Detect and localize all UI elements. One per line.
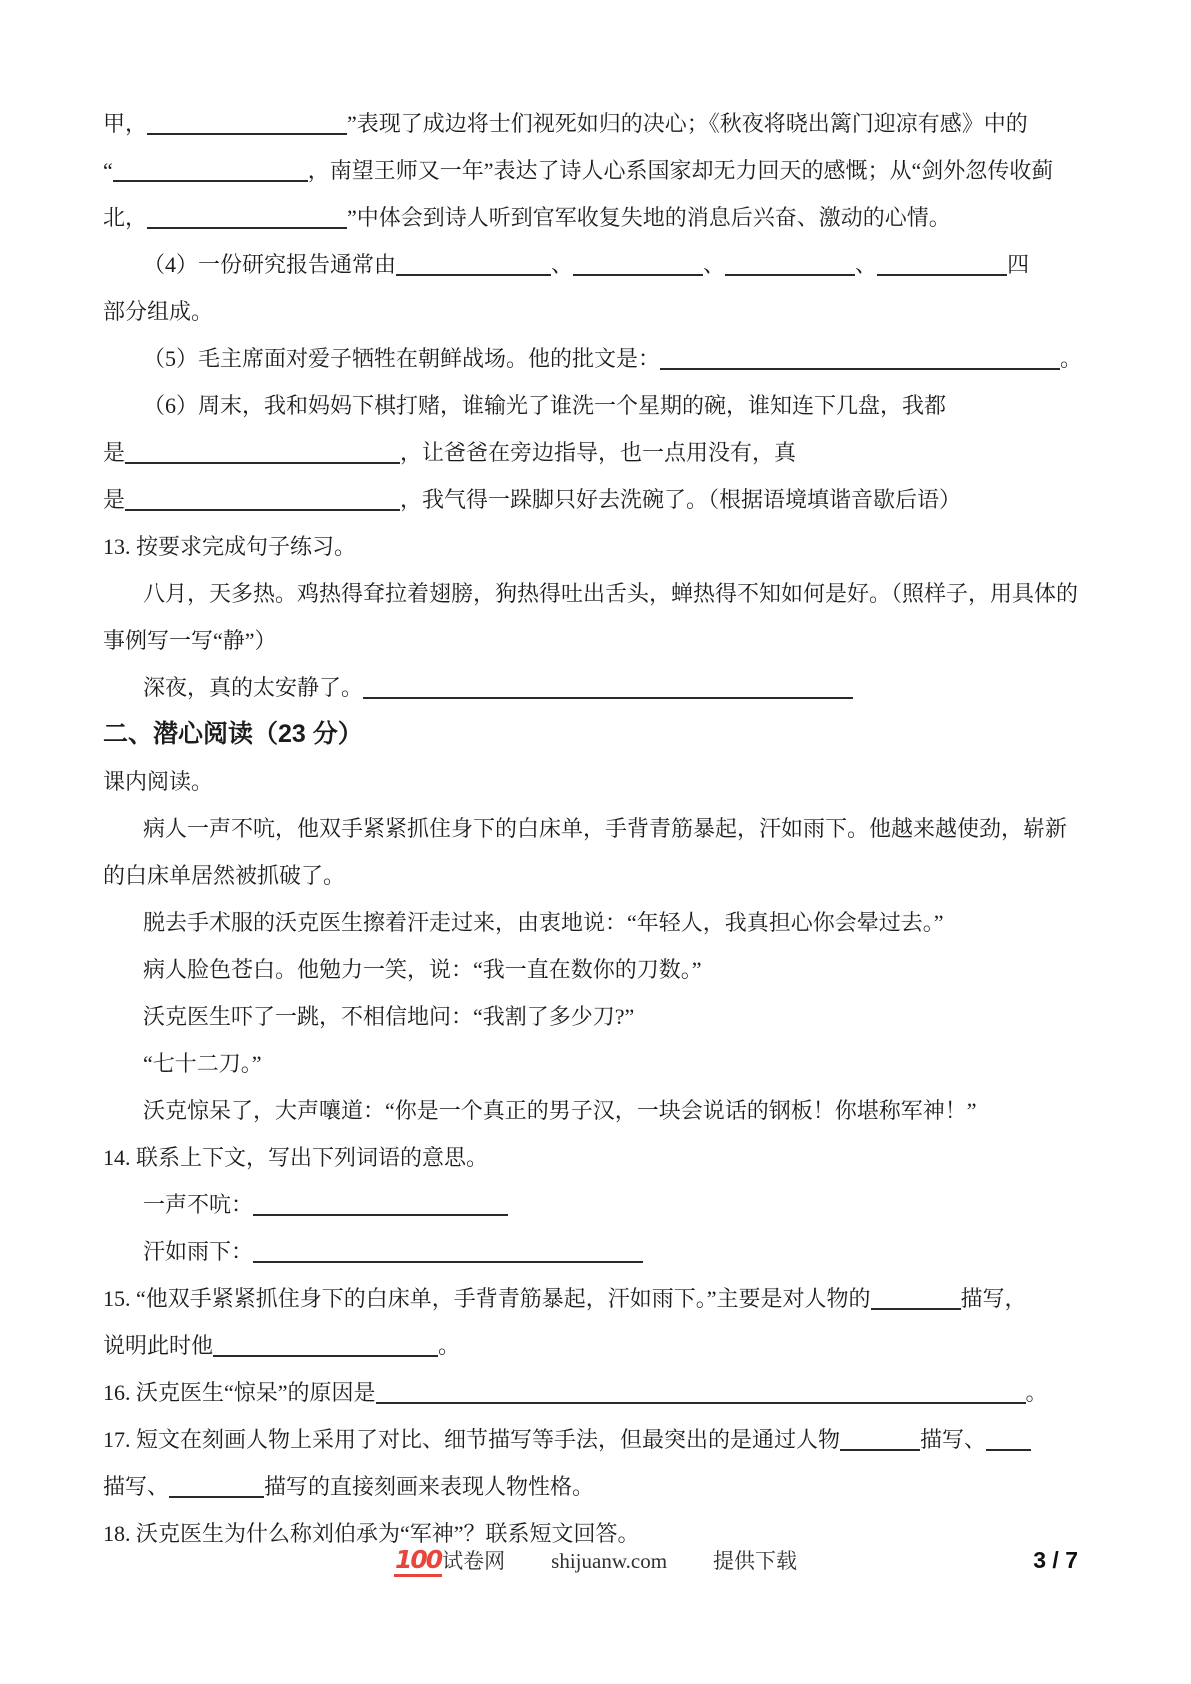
text-run: 的白床单居然被抓破了。 bbox=[103, 863, 346, 888]
text-line bbox=[103, 1040, 1088, 1087]
text-line bbox=[103, 382, 1088, 429]
text-run: 说明此时他 bbox=[103, 1333, 214, 1358]
text-line bbox=[103, 429, 1088, 476]
text-run: 17. 短文在刻画人物上采用了对比、细节描写等手法，但最突出的是通过人物 bbox=[103, 1427, 841, 1452]
text-run: 13. 按要求完成句子练习。 bbox=[103, 534, 357, 559]
text-line bbox=[103, 1228, 1088, 1275]
text-run: 。 bbox=[438, 1333, 461, 1358]
text-run: 汗如雨下： bbox=[143, 1239, 254, 1264]
text-run: 八月，天多热。鸡热得耷拉着翅膀，狗热得吐出舌头，蝉热得不知如何是好。（照样子，用具体的 bbox=[143, 581, 1079, 606]
text-run: 、 bbox=[855, 252, 878, 277]
text-run: ，我气得一跺脚只好去洗碗了。（根据语境填谐音歇后语） bbox=[400, 487, 962, 512]
text-line bbox=[103, 993, 1088, 1040]
fill-in-blank bbox=[986, 1427, 1031, 1451]
text-run: 是 bbox=[103, 487, 126, 512]
text-run: 、 bbox=[703, 252, 726, 277]
text-run: 16. 沃克医生“惊呆”的原因是 bbox=[103, 1380, 376, 1405]
text-line bbox=[103, 852, 1088, 899]
text-run: 描写、 bbox=[920, 1427, 987, 1452]
text-run: ”中体会到诗人听到官军收复失地的消息后兴奋、激动的心情。 bbox=[347, 205, 951, 230]
text-run: 描写的直接刻画来表现人物性格。 bbox=[264, 1474, 595, 1499]
text-line bbox=[103, 1463, 1088, 1510]
fill-in-blank bbox=[113, 158, 308, 182]
document-body bbox=[103, 100, 1088, 1557]
text-line bbox=[103, 617, 1088, 664]
text-run: “七十二刀。” bbox=[143, 1051, 262, 1076]
text-line bbox=[103, 805, 1088, 852]
text-line bbox=[103, 946, 1088, 993]
text-run: 18. 沃克医生为什么称刘伯承为“军神”？联系短文回答。 bbox=[103, 1521, 640, 1546]
fill-in-blank bbox=[840, 1427, 920, 1451]
fill-in-blank bbox=[877, 252, 1007, 276]
text-run: 、 bbox=[551, 252, 574, 277]
text-line bbox=[103, 1181, 1088, 1228]
text-run: ，让爸爸在旁边指导，也一点用没有，真 bbox=[400, 440, 797, 465]
footer-download-note: 提供下载 bbox=[713, 1549, 798, 1573]
text-run: 沃克医生吓了一跳，不相信地问：“我割了多少刀?” bbox=[143, 1004, 635, 1029]
fill-in-blank bbox=[253, 1239, 643, 1263]
text-line bbox=[103, 100, 1088, 147]
text-line bbox=[103, 1134, 1088, 1181]
text-run: （4）一份研究报告通常由 bbox=[143, 252, 397, 277]
fill-in-blank bbox=[396, 252, 551, 276]
fill-in-blank bbox=[376, 1380, 1026, 1404]
text-line bbox=[103, 570, 1088, 617]
text-run: 。 bbox=[1025, 1380, 1048, 1405]
text-run: “ bbox=[103, 158, 113, 183]
text-run: 病人一声不吭，他双手紧紧抓住身下的白床单，手背青筋暴起，汗如雨下。他越来越使劲，崭新 bbox=[143, 816, 1068, 841]
fill-in-blank bbox=[147, 205, 347, 229]
text-line bbox=[103, 288, 1088, 335]
fill-in-blank bbox=[363, 675, 853, 699]
fill-in-blank bbox=[660, 346, 1060, 370]
text-line bbox=[103, 1087, 1088, 1134]
text-run: 14. 联系上下文，写出下列词语的意思。 bbox=[103, 1145, 489, 1170]
text-run: 脱去手术服的沃克医生擦着汗走过来，由衷地说：“年轻人，我真担心你会晕过去。” bbox=[143, 910, 944, 935]
text-run: 北， bbox=[103, 205, 148, 230]
fill-in-blank bbox=[125, 440, 400, 464]
logo-100-icon: 100 bbox=[394, 1545, 442, 1577]
fill-in-blank bbox=[169, 1474, 264, 1498]
footer-domain: shijuanw.com bbox=[551, 1549, 668, 1573]
text-run: 一声不吭： bbox=[143, 1192, 254, 1217]
fill-in-blank bbox=[573, 252, 703, 276]
text-run: 描写， bbox=[960, 1286, 1027, 1311]
fill-in-blank bbox=[147, 111, 347, 135]
text-line bbox=[103, 758, 1088, 805]
page-footer bbox=[0, 1545, 1191, 1590]
text-run: 四 bbox=[1007, 252, 1030, 277]
text-run: （5）毛主席面对爱子牺牲在朝鲜战场。他的批文是： bbox=[143, 346, 661, 371]
section-heading bbox=[103, 711, 1088, 758]
footer-site-name: 试卷网 bbox=[442, 1549, 506, 1573]
text-run: 甲， bbox=[103, 111, 148, 136]
text-line bbox=[103, 241, 1088, 288]
fill-in-blank bbox=[725, 252, 855, 276]
fill-in-blank bbox=[253, 1192, 508, 1216]
text-run: 是 bbox=[103, 440, 126, 465]
text-line bbox=[103, 1275, 1088, 1322]
text-run: 部分组成。 bbox=[103, 299, 214, 324]
text-line bbox=[103, 1322, 1088, 1369]
text-run: 描写、 bbox=[103, 1474, 170, 1499]
text-run: 二、潜心阅读（23 分） bbox=[103, 720, 363, 748]
text-line bbox=[103, 194, 1088, 241]
text-line bbox=[103, 476, 1088, 523]
text-line bbox=[103, 1369, 1088, 1416]
text-line bbox=[103, 899, 1088, 946]
fill-in-blank bbox=[125, 487, 400, 511]
fill-in-blank bbox=[213, 1333, 438, 1357]
text-run: 事例写一写“静”） bbox=[103, 628, 277, 653]
text-line bbox=[103, 335, 1088, 382]
text-run: 沃克惊呆了，大声嚷道：“你是一个真正的男子汉，一块会说话的钢板！你堪称军神！” bbox=[143, 1098, 977, 1123]
text-line bbox=[103, 147, 1088, 194]
text-line bbox=[103, 1416, 1088, 1463]
text-run: 病人脸色苍白。他勉力一笑，说：“我一直在数你的刀数。” bbox=[143, 957, 702, 982]
text-run: （6）周末，我和妈妈下棋打赌，谁输光了谁洗一个星期的碗，谁知连下几盘，我都 bbox=[143, 393, 947, 418]
text-run: ”表现了成边将士们视死如归的决心；《秋夜将晓出篱门迎凉有感》中的 bbox=[347, 111, 1028, 136]
text-line bbox=[103, 523, 1088, 570]
fill-in-blank bbox=[871, 1286, 961, 1310]
text-run: ，南望王师又一年”表达了诗人心系国家却无力回天的感慨；从“剑外忽传收蓟 bbox=[307, 158, 1054, 183]
text-line bbox=[103, 664, 1088, 711]
footer-branding bbox=[0, 1545, 1191, 1575]
text-run: 深夜，真的太安静了。 bbox=[143, 675, 364, 700]
text-run: 。 bbox=[1060, 346, 1083, 371]
text-run: 15. “他双手紧紧抓住身下的白床单，手背青筋暴起，汗如雨下。”主要是对人物的 bbox=[103, 1286, 871, 1311]
page-number: 3 / 7 bbox=[1033, 1547, 1078, 1573]
text-run: 课内阅读。 bbox=[103, 769, 214, 794]
